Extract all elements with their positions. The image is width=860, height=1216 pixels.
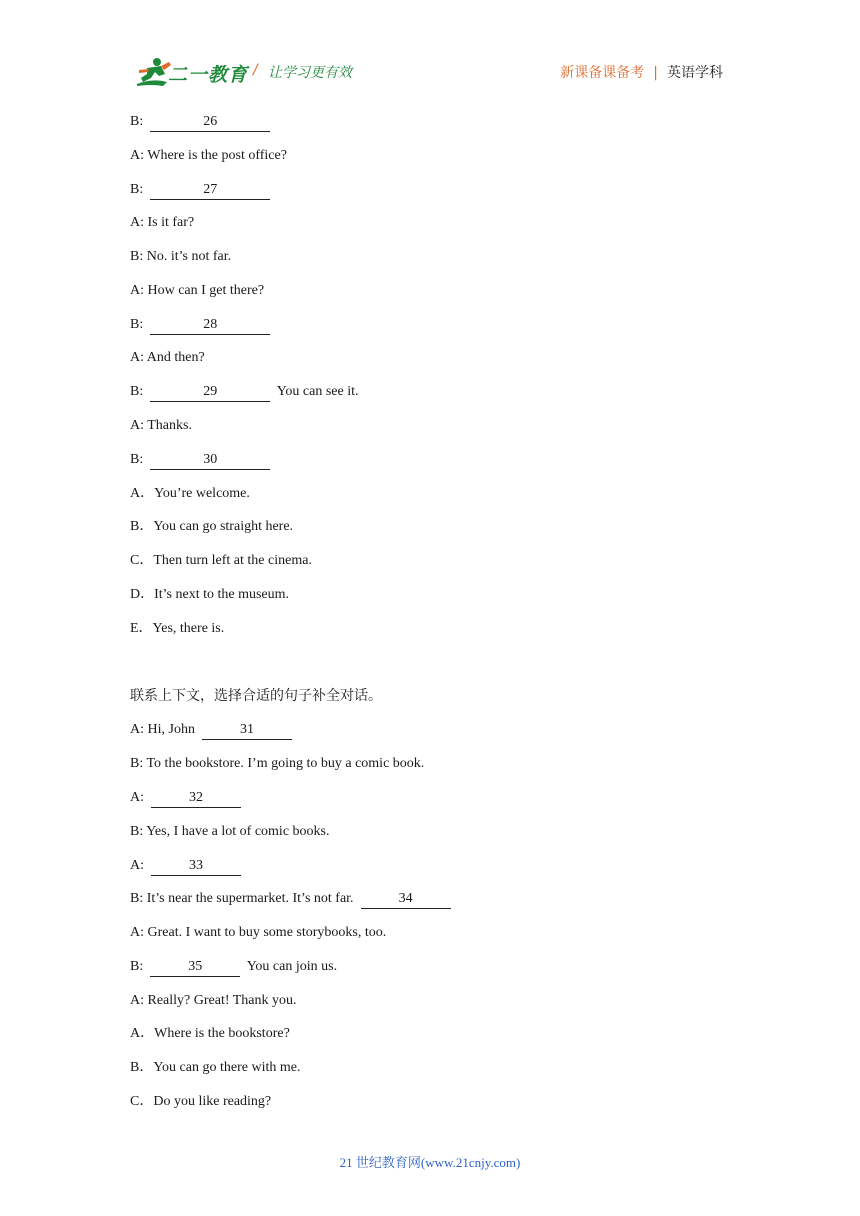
answer-blank: 30	[150, 451, 270, 470]
dialogue-line: B: 26	[130, 112, 270, 132]
header-separator: |	[653, 65, 658, 81]
dialogue-line: B: 35 You can join us.	[130, 957, 337, 977]
answer-blank: 34	[361, 890, 451, 909]
header-slogan: 让学习更有效	[268, 65, 352, 81]
header-slash: /	[253, 62, 258, 78]
option-line: D．It’s next to the museum.	[130, 587, 290, 602]
dialogue-line: A: How can I get there?	[130, 283, 265, 298]
option-line: E．Yes, there is.	[130, 621, 225, 636]
option-line: B．You can go straight here.	[130, 519, 294, 534]
dialogue-line: B: 29 You can see it.	[130, 382, 359, 402]
dialogue-line: A: Is it far?	[130, 215, 195, 230]
dialogue-line: B: 30	[130, 450, 270, 470]
dialogue-line: B: 28	[130, 315, 270, 335]
answer-blank: 35	[150, 958, 240, 977]
option-line: C．Do you like reading?	[130, 1094, 272, 1109]
logo-text: 二一教育	[168, 64, 249, 86]
answer-blank: 33	[151, 857, 241, 876]
dialogue-line: B: It’s near the supermarket. It’s not far. 34	[130, 889, 451, 909]
section-instruction: 联系上下文，选择合适的句子补全对话。	[130, 688, 382, 704]
header-course-label: 新课备课备考	[560, 65, 645, 81]
answer-blank: 29	[150, 383, 270, 402]
dialogue-line: A: 33	[130, 856, 241, 876]
dialogue-line: B: Yes, I have a lot of comic books.	[130, 824, 330, 839]
dialogue-line: B: To the bookstore. I’m going to buy a comic book.	[130, 756, 425, 771]
dialogue-line: A: Hi, John 31	[130, 720, 292, 740]
dialogue-line: A: Really? Great! Thank you.	[130, 993, 297, 1008]
answer-blank: 26	[150, 113, 270, 132]
answer-blank: 32	[151, 789, 241, 808]
option-line: C．Then turn left at the cinema.	[130, 553, 312, 568]
header-subject-label: 英语学科	[667, 65, 723, 81]
dialogue-line: A: Where is the post office?	[130, 148, 287, 163]
option-line: B．You can go there with me.	[130, 1060, 301, 1075]
option-line: A．Where is the bookstore?	[130, 1026, 290, 1041]
dialogue-line: A: 32	[130, 788, 241, 808]
answer-blank: 27	[150, 181, 270, 200]
dialogue-line: A: Great. I want to buy some storybooks, too.	[130, 925, 387, 940]
header-subject-tag	[560, 62, 723, 82]
answer-blank: 28	[150, 316, 270, 335]
dialogue-line: B: No. it’s not far.	[130, 249, 232, 264]
option-line: A．You’re welcome.	[130, 486, 250, 501]
dialogue-line: A: Thanks.	[130, 418, 192, 433]
dialogue-line: A: And then?	[130, 350, 205, 365]
page-footer: 21 世纪教育网(www.21cnjy.com)	[339, 1155, 521, 1170]
page-header	[0, 0, 860, 100]
answer-blank: 31	[202, 721, 292, 740]
dialogue-line: B: 27	[130, 180, 270, 200]
